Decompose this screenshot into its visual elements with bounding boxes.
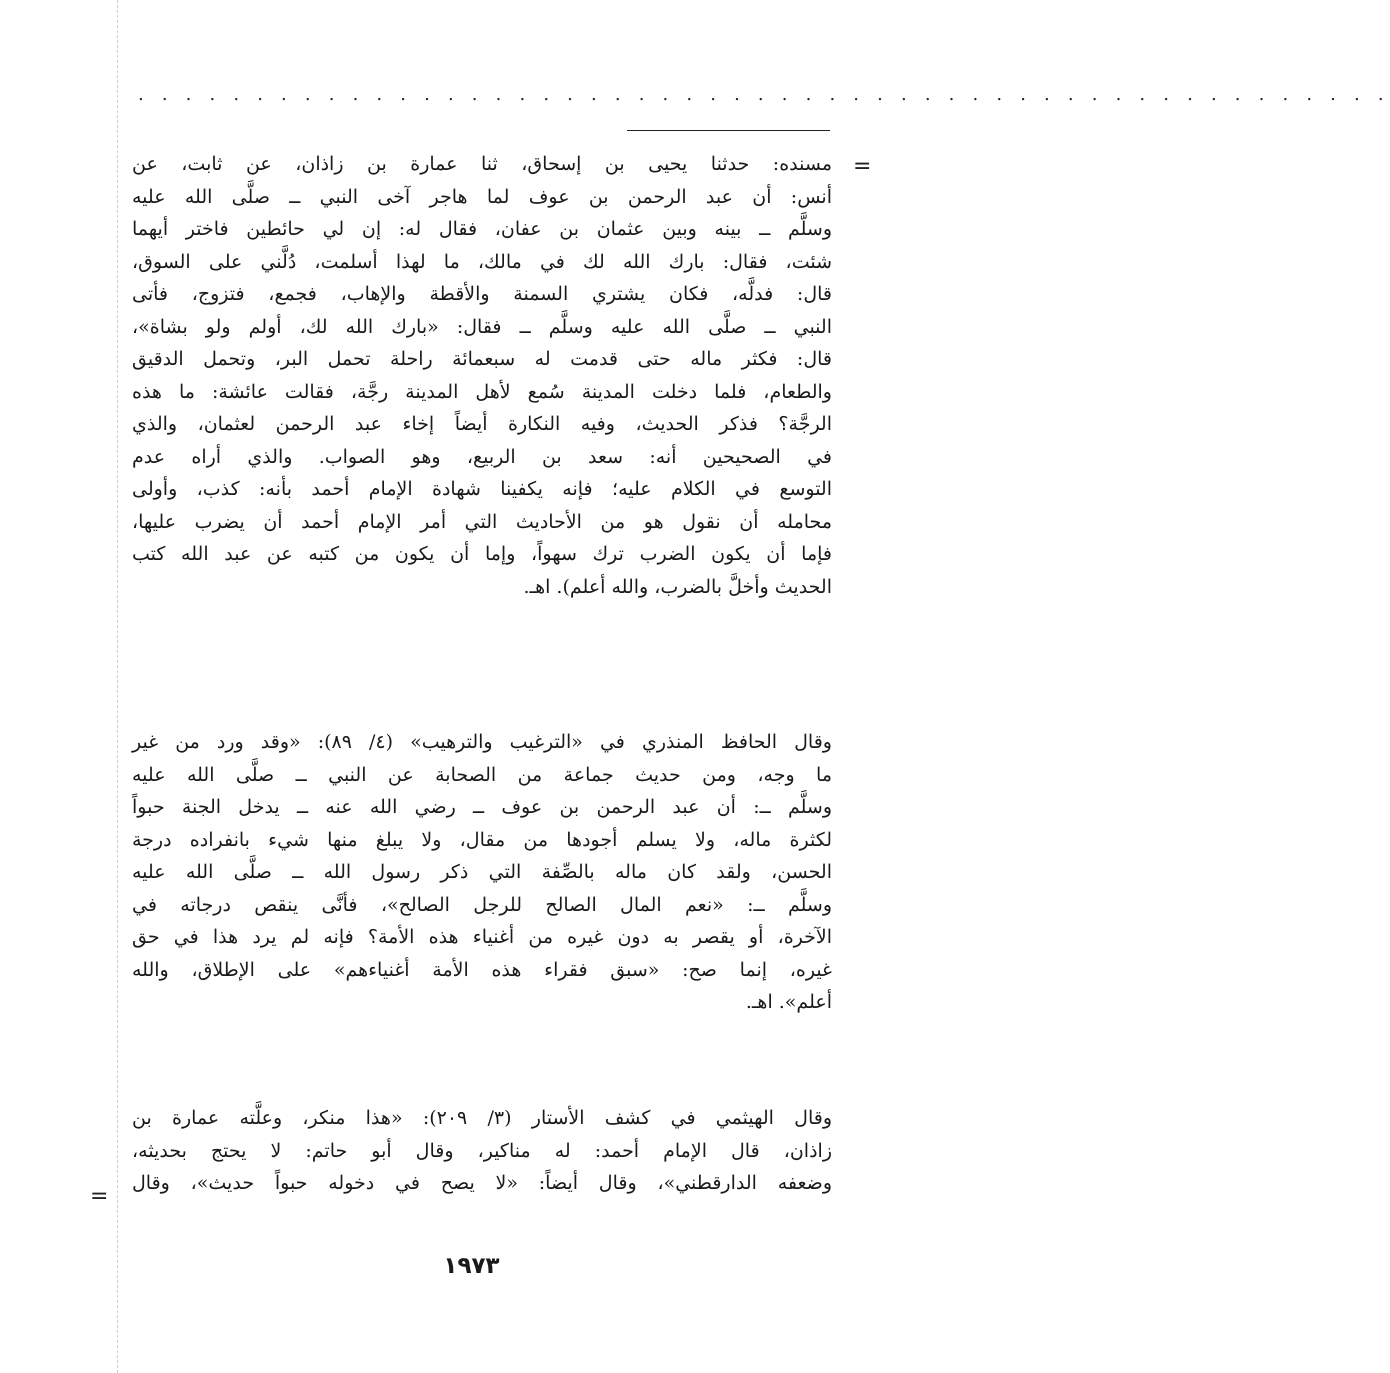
text-line: فإما أن يكون الضرب ترك سهواً، وإما أن يكون من كتبه عن عبد الله كتب: [132, 543, 832, 565]
text-line: مسنده: حدثنا يحيى بن إسحاق، ثنا عمارة بن زاذان، عن ثابت، عن: [132, 153, 832, 175]
text-line: النبي ــ صلَّى الله عليه وسلَّم ــ فقال: «بارك الله لك، أولم ولو بشاة»،: [132, 315, 832, 338]
text-line: في الصحيحين أنه: سعد بن الربيع، وهو الصواب. والذي أراه عدم: [132, 445, 832, 468]
text-line: الحسن، ولقد كان ماله بالصِّفة التي ذكر رسول الله ــ صلَّى الله عليه: [132, 861, 832, 883]
text-line: زاذان، قال الإمام أحمد: له مناكير، وقال أبو حاتم: لا يحتج بحديثه،: [132, 1139, 832, 1162]
footnote-rule: [627, 130, 830, 131]
text-line: وسلَّم ــ بينه وبين عثمان بن عفان، فقال له: إن لي حائطين فاختر أيهما: [132, 218, 832, 240]
text-line: الرجَّة؟ فذكر الحديث، وفيه النكارة أيضاً إخاء عبد الرحمن لعثمان، والذي: [132, 413, 832, 435]
text-line: أنس: أن عبد الرحمن بن عوف لما هاجر آخى النبي ــ صلَّى الله عليه: [132, 185, 832, 208]
binding-guide-line: [117, 0, 118, 1373]
text-line: الحديث وأخلَّ بالضرب، والله أعلم). اهـ.: [523, 575, 832, 598]
dotted-separator: . . . . . . . . . . . . . . . . . . . . . . . . . . . . . . . . . . . . . . . . . . . . . . . . . . . . .: [138, 84, 1390, 105]
text-line: ما وجه، ومن حديث جماعة من الصحابة عن النبي ــ صلَّى الله عليه: [132, 763, 832, 786]
text-line: والطعام، فلما دخلت المدينة سُمع لأهل المدينة رجَّة، فقالت عائشة: ما هذه: [132, 380, 832, 403]
paragraph-3: [132, 1102, 832, 1200]
continuation-marker-top: =: [853, 154, 872, 179]
text-line: وقال الهيثمي في كشف الأستار (٣/ ٢٠٩): «هذا منكر، وعلَّته عمارة بن: [132, 1107, 833, 1129]
text-line: الآخرة، أو يقصر به دون غيره من أغنياء هذه الأمة؟ فإنه لم يرد هذا في حق: [132, 926, 832, 948]
text-line: قال: فدلَّه، فكان يشتري السمنة والأقطة والإهاب، فجمع، فتزوج، فأتى: [132, 283, 832, 305]
page-number: ١٩٧٣: [443, 1253, 500, 1279]
text-line: التوسع في الكلام عليه؛ فإنه يكفينا شهادة الإمام أحمد بأنه: كذب، وأولى: [132, 478, 832, 500]
text-line: محامله أن نقول هو من الأحاديث التي أمر الإمام أحمد أن يضرب عليها،: [132, 510, 832, 533]
text-line: وسلَّم ــ: «نعم المال الصالح للرجل الصالح»، فأنَّى ينقص درجاته في: [132, 893, 832, 916]
text-line: شئت، فقال: بارك الله لك في مالك، ما لهذا أسلمت، دُلَّني على السوق،: [132, 250, 832, 273]
text-line: أعلم». اهـ.: [745, 991, 832, 1013]
paragraph-2: [132, 726, 832, 1019]
text-line: غيره، إنما صح: «سبق فقراء هذه الأمة أغنياءهم» على الإطلاق، والله: [132, 958, 832, 981]
text-line: وضعفه الدارقطني»، وقال أيضاً: «لا يصح في دخوله حبواً حديث»، وقال: [132, 1172, 832, 1194]
text-line: لكثرة ماله، ولا يسلم أجودها من مقال، ولا يبلغ منها شيء بانفراده درجة: [132, 828, 832, 851]
continuation-marker-bottom: =: [90, 1184, 109, 1209]
text-line: وقال الحافظ المنذري في «الترغيب والترهيب» (٤/ ٨٩): «وقد ورد من غير: [132, 731, 832, 753]
text-line: وسلَّم ــ: أن عبد الرحمن بن عوف ــ رضي الله عنه ــ يدخل الجنة حبواً: [132, 796, 832, 818]
paragraph-1: [132, 148, 832, 603]
text-line: قال: فكثر ماله حتى قدمت له سبعمائة راحلة تحمل البر، وتحمل الدقيق: [132, 348, 832, 370]
